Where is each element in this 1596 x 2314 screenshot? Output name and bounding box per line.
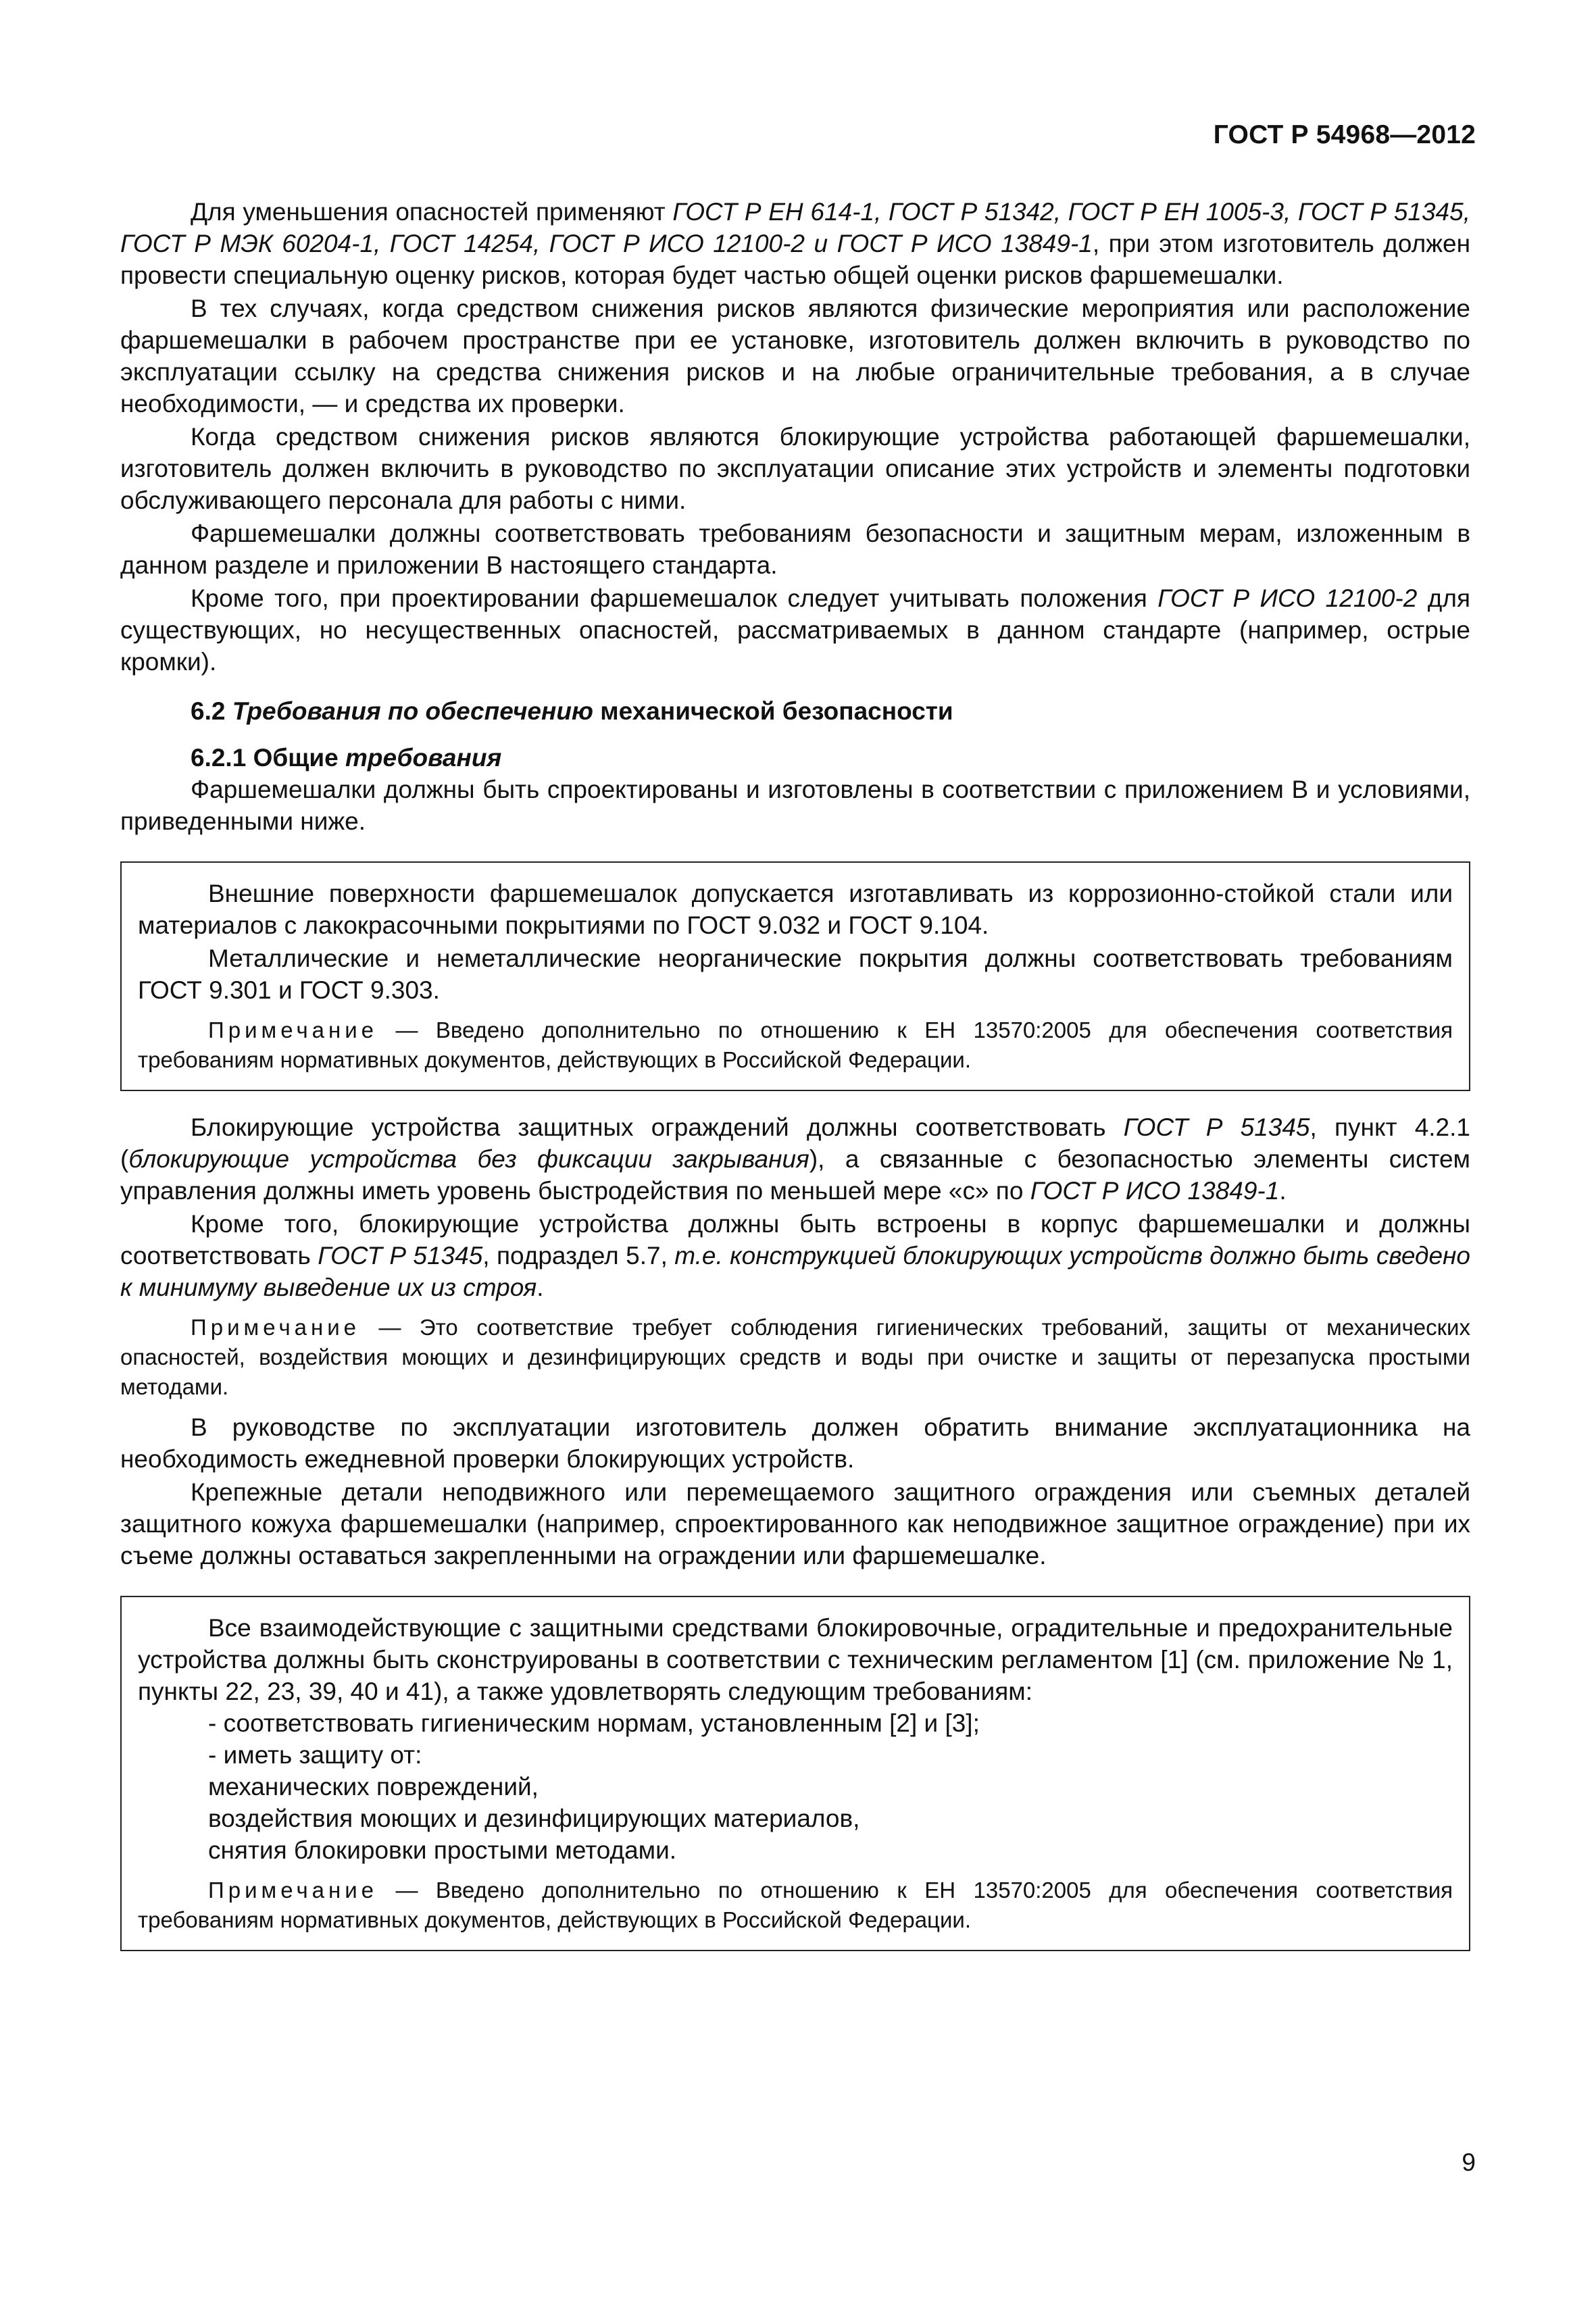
paragraph-text: , при этом изготовитель должен провести специальную оценку рисков, которая будет частью общей оценки рисков фаршемешалки. — [120, 230, 1470, 289]
standard-header: ГОСТ Р 54968—2012 — [1213, 120, 1476, 149]
paragraph-design-considerations — [120, 582, 1470, 678]
box-note — [138, 1015, 1453, 1075]
note-text: — Введено дополнительно по отношению к ЕН 13570:2005 для обеспечения соответствия требованиям нормативных документов, действующих в Российской Федерации. — [138, 1878, 1453, 1932]
paragraph-text: для существующих, но несущественных опасностей, рассматриваемых в данном стандарте (например, острые кромки). — [120, 584, 1470, 676]
paragraph-general-requirements: Фаршемешалки должны быть спроектированы и изготовлены в соответствии с приложением В и условиями, приведенными ниже. — [120, 776, 1470, 835]
paragraph-text: Блокирующие устройства защитных ограждений должны соответствовать — [191, 1113, 1124, 1141]
national-addition-box-1 — [120, 861, 1470, 1091]
paragraph-fasteners: Крепежные детали неподвижного или перемещаемого защитного ограждения или съемных деталей защитного кожуха фаршемешалки (например, спроектированного как неподвижное защитное ограждение) при их съеме должны оставаться закрепленными на ограждении или фаршемешалке. — [120, 1478, 1470, 1569]
section-heading-6-2-1 — [191, 742, 1470, 774]
paragraph-safety-compliance: Фаршемешалки должны соответствовать требованиям безопасности и защитным мерам, изложенным в данном разделе и приложении В настоящего стандарта. — [120, 520, 1470, 579]
italic-term: блокирующие устройства без фиксации закрывания — [128, 1145, 809, 1173]
section-heading-6-2 — [191, 695, 1470, 727]
box-note — [138, 1876, 1453, 1935]
paragraph-text: ), а связанные с безопасностью элементы систем управления должны иметь уровень быстродействия по меньшей мере «с» по — [120, 1145, 1470, 1205]
list-item: - соответствовать гигиеническим нормам, установленным [2] и [3]; — [208, 1709, 980, 1737]
box-paragraph-coatings: Внешние поверхности фаршемешалок допускается изготавливать из коррозионно-стойкой стали или материалов с лакокрасочными покрытиями по ГОСТ 9.032 и ГОСТ 9.104. — [138, 880, 1453, 939]
paragraph-text: , подраздел 5.7, — [482, 1242, 675, 1269]
paragraph-risk-measures: В тех случаях, когда средством снижения рисков являются физические мероприятия или расположение фаршемешалки в рабочем пространстве при ее установке, изготовитель должен включить в руководство по эксплуатации ссылку на средства снижения рисков и на любые ограничительные требования, а в случае необходимости, — и средства их проверки. — [120, 295, 1470, 418]
note-text: — Введено дополнительно по отношению к ЕН 13570:2005 для обеспечения соответствия требованиям нормативных документов, действующих в Российской Федерации. — [138, 1017, 1453, 1072]
paragraph-hazard-reduction — [120, 196, 1470, 291]
note-label: Примечание — [208, 1017, 378, 1042]
list-item: воздействия моющих и дезинфицирующих материалов, — [208, 1805, 860, 1832]
italic-requirement: т.е. конструкцией блокирующих устройств должно быть сведено к минимуму выведение их из строя — [120, 1242, 1470, 1301]
section-number: 6.2.1 Общие — [191, 744, 346, 772]
page-number: 9 — [1462, 2148, 1476, 2176]
interlock-note — [120, 1313, 1470, 1402]
paragraph-daily-check: В руководстве по эксплуатации изготовитель должен обратить внимание эксплуатационника на необходимость ежедневной проверки блокирующих устройств. — [120, 1413, 1470, 1473]
paragraph-interlock-manual: Когда средством снижения рисков являются блокирующие устройства работающей фаршемешалки, изготовитель должен включить в руководство по эксплуатации описание этих устройств и элементы подготовки обслуживающего персонала для работы с ними. — [120, 423, 1470, 514]
list-item: механических повреждений, — [208, 1773, 539, 1801]
paragraph-interlock-housing — [120, 1208, 1470, 1303]
note-text: — Это соответствие требует соблюдения гигиенических требований, защиты от механических опасностей, воздействия моющих и дезинфицирующих средств и воды при очистке и защиты от перезапуска простыми методами. — [120, 1315, 1470, 1399]
document-body — [120, 196, 1470, 1951]
national-addition-box-2 — [120, 1596, 1470, 1951]
paragraph-interlock-guards — [120, 1111, 1470, 1207]
standard-reference: ГОСТ Р ИСО 13849-1 — [1030, 1177, 1280, 1205]
box-paragraph-inorganic-coatings: Металлические и неметаллические неорганические покрытия должны соответствовать требованиям ГОСТ 9.301 и ГОСТ 9.303. — [138, 945, 1453, 1004]
paragraph-text: Для уменьшения опасностей применяют — [191, 198, 673, 226]
standard-references: ГОСТ Р ЕН 614-1, ГОСТ Р 51342, ГОСТ Р ЕН 1005-3, ГОСТ Р 51345, ГОСТ Р МЭК 60204-1, ГОСТ 14254, ГОСТ Р ИСО 12100-2 и ГОСТ Р ИСО 13849-1 — [120, 198, 1470, 257]
paragraph-text: , пункт 4.2.1 ( — [120, 1113, 1470, 1173]
paragraph-text: . — [537, 1274, 544, 1301]
list-item: - иметь защиту от: — [208, 1741, 422, 1769]
requirements-list — [208, 1707, 1453, 1866]
standard-reference: ГОСТ Р 51345 — [318, 1242, 483, 1269]
standard-reference: ГОСТ Р ИСО 12100-2 — [1157, 584, 1418, 612]
section-title: механической безопасности — [593, 697, 953, 725]
section-title-italic: требования — [345, 744, 502, 772]
paragraph-text: Кроме того, при проектировании фаршемешалок следует учитывать положения — [191, 584, 1158, 612]
section-number: 6.2 — [191, 697, 232, 725]
paragraph-text: . — [1279, 1177, 1287, 1205]
box-paragraph-protective-devices: Все взаимодействующие с защитными средствами блокировочные, оградительные и предохранительные устройства должны быть сконструированы в соответствии с техническим регламентом [1] (см. приложение № 1, пункты 22, 23, 39, 40 и 41), а также удовлетворять следующим требованиям: — [138, 1614, 1453, 1705]
paragraph-text: Кроме того, блокирующие устройства должны быть встроены в корпус фаршемешалки и должны соответствовать — [120, 1210, 1470, 1269]
note-label: Примечание — [191, 1315, 361, 1340]
list-item: снятия блокировки простыми методами. — [208, 1836, 677, 1864]
standard-reference: ГОСТ Р 51345 — [1123, 1113, 1310, 1141]
note-label: Примечание — [208, 1878, 378, 1903]
section-title-italic: Требования по обеспечению — [232, 697, 593, 725]
